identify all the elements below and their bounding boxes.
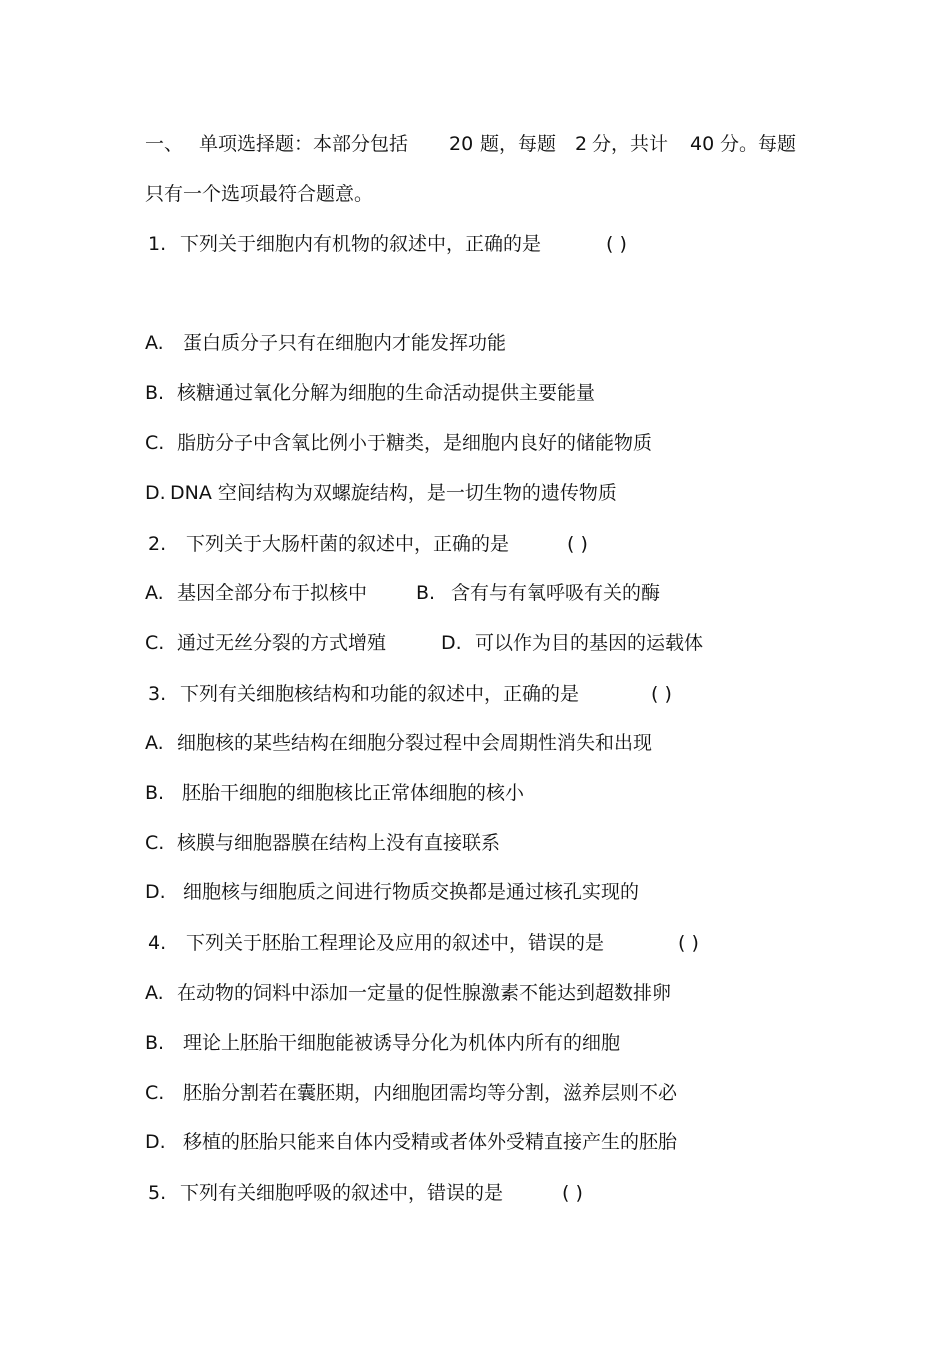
option-label: B.: [145, 782, 165, 804]
option-label: B.: [145, 382, 165, 404]
option-label: C.: [145, 632, 165, 654]
option-text: 蛋白质分子只有在细胞内才能发挥功能: [183, 332, 507, 354]
answer-blank: ( ): [678, 932, 699, 954]
option-text: 细胞核与细胞质之间进行物质交换都是通过核孔实现的: [183, 881, 640, 903]
option-text: 胚胎分割若在囊胚期，内细胞团需均等分割，滋养层则不必: [183, 1082, 678, 1104]
section-title: 单项选择题：本部分包括: [199, 133, 409, 155]
option-text: 核膜与细胞器膜在结构上没有直接联系: [177, 832, 501, 854]
option-text: 脂肪分子中含氧比例小于糖类，是细胞内良好的储能物质: [177, 432, 653, 454]
option-label: C.: [145, 1082, 165, 1104]
option-text: 核糖通过氧化分解为细胞的生命活动提供主要能量: [177, 382, 596, 404]
option-label: D.: [145, 881, 166, 903]
option-label: D.: [441, 632, 462, 654]
question-count: 20: [449, 133, 474, 155]
question-number: 4.: [148, 932, 167, 954]
section-text-a: 题，每题: [480, 133, 557, 155]
answer-blank: ( ): [567, 533, 588, 555]
section-number: 一、: [145, 133, 184, 155]
question-number: 5.: [148, 1182, 167, 1204]
option-text: 移植的胚胎只能来自体内受精或者体外受精直接产生的胚胎: [183, 1131, 678, 1153]
option-label: B.: [145, 1032, 165, 1054]
question-number: 1.: [148, 233, 167, 255]
question-number: 2.: [148, 533, 167, 555]
option-text: 胚胎干细胞的细胞核比正常体细胞的核小: [182, 782, 525, 804]
option-text: 细胞核的某些结构在细胞分裂过程中会周期性消失和出现: [177, 732, 653, 754]
option-text: 理论上胚胎干细胞能被诱导分化为机体内所有的细胞: [183, 1032, 621, 1054]
option-text: 通过无丝分裂的方式增殖: [177, 632, 387, 654]
question-number: 3.: [148, 683, 167, 705]
section-text-c: 分。每题: [720, 133, 797, 155]
question-text: 下列关于胚胎工程理论及应用的叙述中，错误的是: [186, 932, 605, 954]
question-text: 下列有关细胞呼吸的叙述中，错误的是: [180, 1182, 504, 1204]
option-text: 含有与有氧呼吸有关的酶: [451, 582, 661, 604]
option-label: D.: [145, 1131, 166, 1153]
question-text: 下列关于细胞内有机物的叙述中，正确的是: [180, 233, 542, 255]
question-text: 下列有关细胞核结构和功能的叙述中，正确的是: [180, 683, 580, 705]
answer-blank: ( ): [651, 683, 672, 705]
total-points: 40: [690, 133, 715, 155]
option-label: A.: [145, 582, 164, 604]
option-label: A.: [145, 332, 164, 354]
points-each: 2: [575, 133, 588, 155]
section-instruction: 只有一个选项最符合题意。: [145, 183, 374, 205]
option-text: 基因全部分布于拟核中: [177, 582, 368, 604]
answer-blank: ( ): [562, 1182, 583, 1204]
answer-blank: ( ): [606, 233, 627, 255]
question-text: 下列关于大肠杆菌的叙述中，正确的是: [186, 533, 510, 555]
option-text: DNA 空间结构为双螺旋结构，是一切生物的遗传物质: [170, 482, 617, 504]
option-label: D.: [145, 482, 166, 504]
option-label: A.: [145, 982, 164, 1004]
option-text: 在动物的饲料中添加一定量的促性腺激素不能达到超数排卵: [177, 982, 672, 1004]
option-label: B.: [416, 582, 436, 604]
option-text: 可以作为目的基因的运载体: [475, 632, 704, 654]
option-label: C.: [145, 832, 165, 854]
section-text-b: 分，共计: [592, 133, 669, 155]
option-label: A.: [145, 732, 164, 754]
option-label: C.: [145, 432, 165, 454]
